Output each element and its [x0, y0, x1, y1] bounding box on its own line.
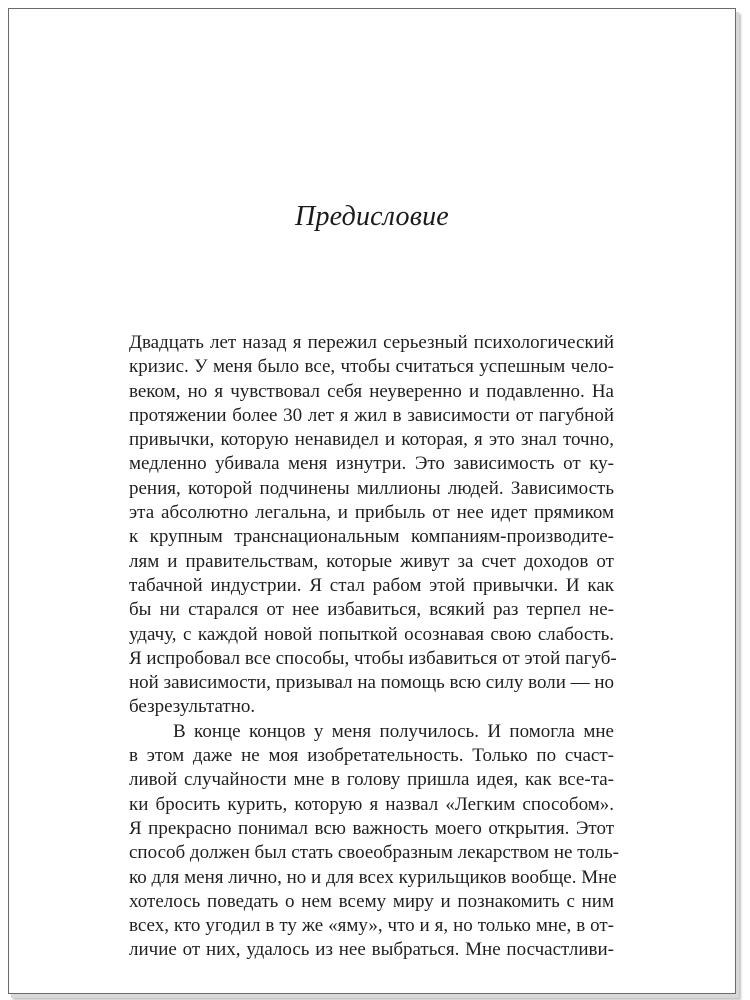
text-line: ки бросить курить, которую я назвал «Легким способом».	[129, 793, 614, 815]
text-line: эта абсолютно легальна, и прибыль от нее идет прямиком	[129, 502, 614, 524]
text-line: Я прекрасно понимал всю важность моего открытия. Этот	[129, 817, 614, 839]
text-line: ливой случайности мне в голову пришла идея, как все-та-	[129, 769, 614, 791]
text-line: способ должен был стать своеобразным лекарством не толь-	[129, 842, 620, 864]
text-line: хотелось поведать о нем всему миру и познакомить с ним	[129, 890, 614, 912]
text-line: ной зависимости, призывал на помощь всю силу воли — но	[129, 672, 615, 694]
text-line: к крупным транснациональным компаниям-производите-	[129, 526, 614, 548]
text-line: веком, но я чувствовал себя неуверенно и подавленно. На	[129, 380, 614, 402]
text-line: лям и правительствам, которые живут за счет доходов от	[129, 550, 614, 572]
text-line: ко для меня лично, но и для всех курильщиков вообще. Мне	[129, 866, 617, 888]
text-line: привычки, которую ненавидел и которая, я это знал точно,	[129, 429, 614, 451]
text-line: табачной индустрии. Я стал рабом этой привычки. И как	[129, 574, 614, 596]
text-line: кризис. У меня было все, чтобы считаться успешным чело-	[129, 356, 614, 378]
text-line: безрезультатно.	[129, 696, 256, 718]
paragraph-2	[129, 720, 620, 963]
text-line: рения, которой подчинены миллионы людей. Зависимость	[129, 477, 614, 499]
text-line: в этом даже не моя изобретательность. Только по счаст-	[129, 745, 614, 767]
text-line: Я испробовал все способы, чтобы избавиться от этой пагуб-	[129, 647, 617, 669]
text-line: личие от них, удалось из нее выбраться. Мне посчастливи-	[129, 939, 614, 961]
text-line: Двадцать лет назад я пережил серьезный психологический	[129, 332, 614, 353]
body-text	[129, 331, 620, 963]
chapter-title: Предисловие	[295, 201, 449, 232]
text-line: медленно убивала меня изнутри. Это зависимость от ку-	[129, 453, 614, 475]
text-line: бы ни старался от нее избавиться, всякий раз терпел не-	[129, 599, 614, 621]
text-line: удачу, с каждой новой попыткой осознавая свою слабость.	[129, 623, 614, 645]
paragraph-1	[129, 331, 617, 720]
book-page	[8, 8, 736, 994]
text-line: всех, кто угодил в ту же «яму», что и я, но только мне, в от-	[129, 915, 614, 937]
text-line: В конце концов у меня получилось. И помогла мне	[173, 720, 614, 742]
text-line: протяжении более 30 лет я жил в зависимости от пагубной	[129, 404, 614, 426]
